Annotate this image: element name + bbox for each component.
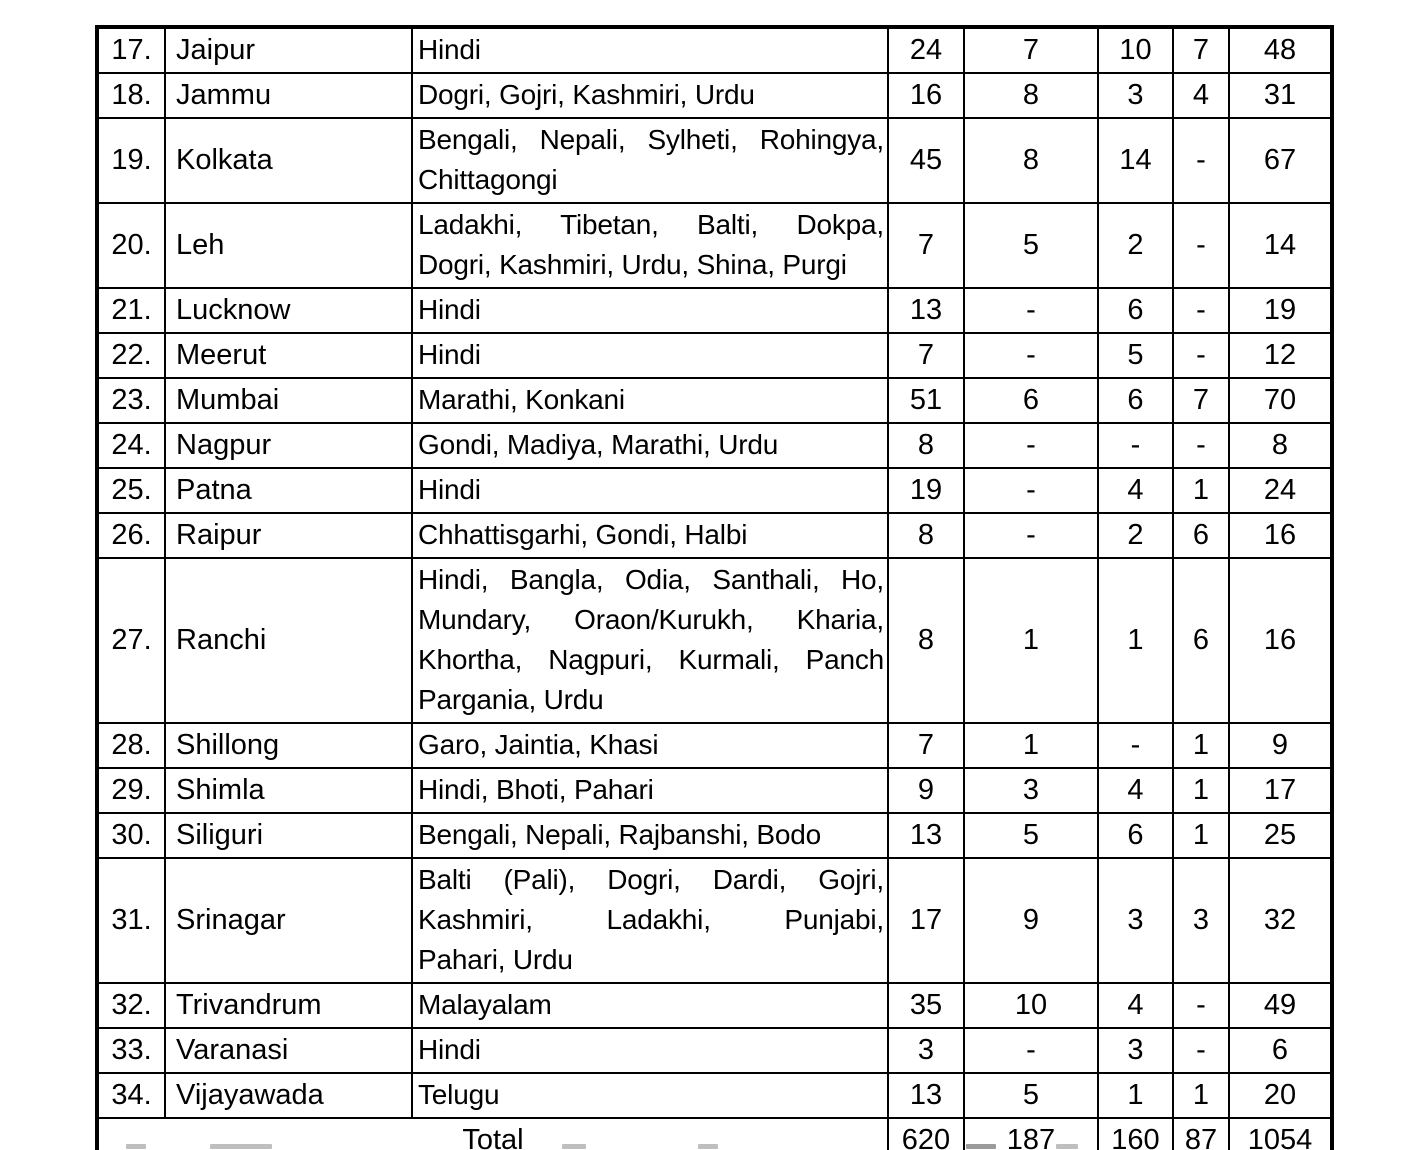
language-line: Pahari, Urdu xyxy=(418,944,573,975)
city-cell: Siliguri xyxy=(165,813,412,858)
count-cell-3: 5 xyxy=(1098,333,1173,378)
count-cell-3: 4 xyxy=(1098,983,1173,1028)
city-cell: Srinagar xyxy=(165,858,412,983)
count-cell-4: 1 xyxy=(1173,723,1229,768)
count-cell-3: - xyxy=(1098,723,1173,768)
serial-cell: 21. xyxy=(97,288,165,333)
count-cell-1: 24 xyxy=(888,27,964,73)
language-line: Hindi xyxy=(418,1034,481,1065)
serial-cell: 18. xyxy=(97,73,165,118)
serial-cell: 22. xyxy=(97,333,165,378)
total-label-cell: Total xyxy=(97,1118,888,1150)
count-cell-2: - xyxy=(964,288,1098,333)
table-row xyxy=(97,813,1332,858)
city-cell: Trivandrum xyxy=(165,983,412,1028)
languages-cell xyxy=(412,73,888,118)
language-line: Hindi xyxy=(418,294,481,325)
languages-cell xyxy=(412,27,888,73)
count-cell-3: 1 xyxy=(1098,558,1173,723)
language-line: Balti (Pali), Dogri, Dardi, Gojri, xyxy=(418,864,884,895)
city-cell: Jammu xyxy=(165,73,412,118)
languages-cell xyxy=(412,468,888,513)
languages-cell xyxy=(412,983,888,1028)
serial-cell: 28. xyxy=(97,723,165,768)
count-cell-1: 17 xyxy=(888,858,964,983)
count-cell-5: 17 xyxy=(1229,768,1332,813)
languages-cell xyxy=(412,378,888,423)
count-cell-5: 32 xyxy=(1229,858,1332,983)
count-cell-3: 3 xyxy=(1098,858,1173,983)
count-cell-1: 3 xyxy=(888,1028,964,1073)
serial-cell: 23. xyxy=(97,378,165,423)
count-cell-3: 14 xyxy=(1098,118,1173,203)
languages-cell xyxy=(412,423,888,468)
language-line: Hindi xyxy=(418,34,481,65)
count-cell-2: 1 xyxy=(964,558,1098,723)
count-cell-5: 31 xyxy=(1229,73,1332,118)
count-cell-2: 5 xyxy=(964,203,1098,288)
count-cell-3: 6 xyxy=(1098,288,1173,333)
count-cell-4: 6 xyxy=(1173,513,1229,558)
languages-cell xyxy=(412,1073,888,1118)
language-line: Garo, Jaintia, Khasi xyxy=(418,729,659,760)
table-row xyxy=(97,423,1332,468)
count-cell-3: 10 xyxy=(1098,27,1173,73)
count-cell-1: 16 xyxy=(888,73,964,118)
city-cell: Kolkata xyxy=(165,118,412,203)
table-row xyxy=(97,378,1332,423)
language-line: Hindi, Bangla, Odia, Santhali, Ho, xyxy=(418,564,884,595)
languages-cell xyxy=(412,288,888,333)
count-cell-5: 8 xyxy=(1229,423,1332,468)
count-cell-1: 13 xyxy=(888,288,964,333)
count-cell-4: 3 xyxy=(1173,858,1229,983)
count-cell-3: 2 xyxy=(1098,203,1173,288)
count-cell-3: 3 xyxy=(1098,73,1173,118)
count-cell-2: 7 xyxy=(964,27,1098,73)
serial-cell: 25. xyxy=(97,468,165,513)
city-cell: Patna xyxy=(165,468,412,513)
languages-cell xyxy=(412,203,888,288)
count-cell-2: - xyxy=(964,513,1098,558)
serial-cell: 20. xyxy=(97,203,165,288)
count-cell-5: 24 xyxy=(1229,468,1332,513)
city-cell: Nagpur xyxy=(165,423,412,468)
count-cell-3: 4 xyxy=(1098,768,1173,813)
count-cell-1: 7 xyxy=(888,203,964,288)
languages-cell xyxy=(412,558,888,723)
serial-cell: 32. xyxy=(97,983,165,1028)
count-cell-1: 8 xyxy=(888,558,964,723)
language-line: Chhattisgarhi, Gondi, Halbi xyxy=(418,519,748,550)
languages-cell xyxy=(412,768,888,813)
count-cell-1: 7 xyxy=(888,333,964,378)
table-body xyxy=(97,27,1332,1150)
count-cell-4: 1 xyxy=(1173,1073,1229,1118)
count-cell-4: 1 xyxy=(1173,768,1229,813)
table-row xyxy=(97,468,1332,513)
count-cell-3: 6 xyxy=(1098,378,1173,423)
language-line: Chittagongi xyxy=(418,164,558,195)
city-cell: Varanasi xyxy=(165,1028,412,1073)
count-cell-4: - xyxy=(1173,288,1229,333)
count-cell-2: 6 xyxy=(964,378,1098,423)
serial-cell: 17. xyxy=(97,27,165,73)
total-count-cell-1: 620 xyxy=(888,1118,964,1150)
language-line: Pargania, Urdu xyxy=(418,684,604,715)
total-count-cell-3: 160 xyxy=(1098,1118,1173,1150)
count-cell-1: 7 xyxy=(888,723,964,768)
count-cell-4: 1 xyxy=(1173,468,1229,513)
count-cell-4: 1 xyxy=(1173,813,1229,858)
language-line: Marathi, Konkani xyxy=(418,384,625,415)
city-cell: Shillong xyxy=(165,723,412,768)
count-cell-5: 49 xyxy=(1229,983,1332,1028)
count-cell-5: 16 xyxy=(1229,513,1332,558)
count-cell-4: 4 xyxy=(1173,73,1229,118)
count-cell-1: 9 xyxy=(888,768,964,813)
city-cell: Lucknow xyxy=(165,288,412,333)
count-cell-2: - xyxy=(964,423,1098,468)
count-cell-1: 13 xyxy=(888,1073,964,1118)
count-cell-4: - xyxy=(1173,333,1229,378)
serial-cell: 31. xyxy=(97,858,165,983)
serial-cell: 19. xyxy=(97,118,165,203)
city-language-table xyxy=(95,25,1334,1150)
count-cell-5: 9 xyxy=(1229,723,1332,768)
total-count-cell-4: 87 xyxy=(1173,1118,1229,1150)
serial-cell: 34. xyxy=(97,1073,165,1118)
count-cell-4: 7 xyxy=(1173,27,1229,73)
city-cell: Ranchi xyxy=(165,558,412,723)
language-line: Bengali, Nepali, Rajbanshi, Bodo xyxy=(418,819,821,850)
count-cell-2: 5 xyxy=(964,1073,1098,1118)
count-cell-5: 20 xyxy=(1229,1073,1332,1118)
table-row xyxy=(97,73,1332,118)
language-line: Dogri, Kashmiri, Urdu, Shina, Purgi xyxy=(418,249,847,280)
serial-cell: 26. xyxy=(97,513,165,558)
table-row xyxy=(97,558,1332,723)
count-cell-1: 13 xyxy=(888,813,964,858)
language-line: Mundary, Oraon/Kurukh, Kharia, xyxy=(418,604,884,635)
table-row xyxy=(97,1073,1332,1118)
count-cell-1: 51 xyxy=(888,378,964,423)
count-cell-3: 2 xyxy=(1098,513,1173,558)
table-row xyxy=(97,858,1332,983)
count-cell-1: 19 xyxy=(888,468,964,513)
table-row xyxy=(97,333,1332,378)
count-cell-4: - xyxy=(1173,203,1229,288)
city-cell: Shimla xyxy=(165,768,412,813)
languages-cell xyxy=(412,813,888,858)
languages-cell xyxy=(412,118,888,203)
table-row xyxy=(97,768,1332,813)
table-row xyxy=(97,203,1332,288)
language-line: Bengali, Nepali, Sylheti, Rohingya, xyxy=(418,124,884,155)
languages-cell xyxy=(412,333,888,378)
table-row xyxy=(97,1028,1332,1073)
language-line: Hindi xyxy=(418,339,481,370)
count-cell-2: 8 xyxy=(964,73,1098,118)
language-line: Kashmiri, Ladakhi, Punjabi, xyxy=(418,904,884,935)
count-cell-2: - xyxy=(964,468,1098,513)
languages-cell xyxy=(412,723,888,768)
count-cell-4: - xyxy=(1173,983,1229,1028)
count-cell-3: - xyxy=(1098,423,1173,468)
serial-cell: 30. xyxy=(97,813,165,858)
count-cell-2: 5 xyxy=(964,813,1098,858)
count-cell-5: 6 xyxy=(1229,1028,1332,1073)
languages-cell xyxy=(412,858,888,983)
language-line: Gondi, Madiya, Marathi, Urdu xyxy=(418,429,779,460)
count-cell-2: 3 xyxy=(964,768,1098,813)
languages-cell xyxy=(412,513,888,558)
language-line: Malayalam xyxy=(418,989,552,1020)
language-line: Telugu xyxy=(418,1079,500,1110)
languages-cell xyxy=(412,1028,888,1073)
table-row xyxy=(97,118,1332,203)
count-cell-5: 14 xyxy=(1229,203,1332,288)
count-cell-5: 70 xyxy=(1229,378,1332,423)
count-cell-2: - xyxy=(964,1028,1098,1073)
city-cell: Mumbai xyxy=(165,378,412,423)
language-line: Dogri, Gojri, Kashmiri, Urdu xyxy=(418,79,755,110)
language-line: Hindi xyxy=(418,474,481,505)
city-cell: Leh xyxy=(165,203,412,288)
count-cell-5: 25 xyxy=(1229,813,1332,858)
count-cell-4: 7 xyxy=(1173,378,1229,423)
language-line: Hindi, Bhoti, Pahari xyxy=(418,774,654,805)
serial-cell: 29. xyxy=(97,768,165,813)
count-cell-3: 3 xyxy=(1098,1028,1173,1073)
count-cell-3: 6 xyxy=(1098,813,1173,858)
table-row xyxy=(97,288,1332,333)
count-cell-2: 9 xyxy=(964,858,1098,983)
count-cell-3: 4 xyxy=(1098,468,1173,513)
serial-cell: 33. xyxy=(97,1028,165,1073)
count-cell-2: - xyxy=(964,333,1098,378)
count-cell-4: - xyxy=(1173,423,1229,468)
count-cell-1: 8 xyxy=(888,423,964,468)
count-cell-1: 35 xyxy=(888,983,964,1028)
total-count-cell-5: 1054 xyxy=(1229,1118,1332,1150)
count-cell-2: 1 xyxy=(964,723,1098,768)
table-row xyxy=(97,513,1332,558)
count-cell-5: 67 xyxy=(1229,118,1332,203)
count-cell-3: 1 xyxy=(1098,1073,1173,1118)
total-count-cell-2: 187 xyxy=(964,1118,1098,1150)
count-cell-1: 45 xyxy=(888,118,964,203)
language-line: Khortha, Nagpuri, Kurmali, Panch xyxy=(418,644,884,675)
count-cell-4: 6 xyxy=(1173,558,1229,723)
table-row xyxy=(97,723,1332,768)
count-cell-2: 8 xyxy=(964,118,1098,203)
count-cell-5: 48 xyxy=(1229,27,1332,73)
language-line: Ladakhi, Tibetan, Balti, Dokpa, xyxy=(418,209,884,240)
count-cell-4: - xyxy=(1173,118,1229,203)
count-cell-5: 16 xyxy=(1229,558,1332,723)
table-row xyxy=(97,27,1332,73)
city-cell: Meerut xyxy=(165,333,412,378)
count-cell-2: 10 xyxy=(964,983,1098,1028)
count-cell-5: 12 xyxy=(1229,333,1332,378)
serial-cell: 24. xyxy=(97,423,165,468)
serial-cell: 27. xyxy=(97,558,165,723)
count-cell-4: - xyxy=(1173,1028,1229,1073)
city-cell: Jaipur xyxy=(165,27,412,73)
city-cell: Raipur xyxy=(165,513,412,558)
count-cell-5: 19 xyxy=(1229,288,1332,333)
city-cell: Vijayawada xyxy=(165,1073,412,1118)
count-cell-1: 8 xyxy=(888,513,964,558)
table-row xyxy=(97,983,1332,1028)
